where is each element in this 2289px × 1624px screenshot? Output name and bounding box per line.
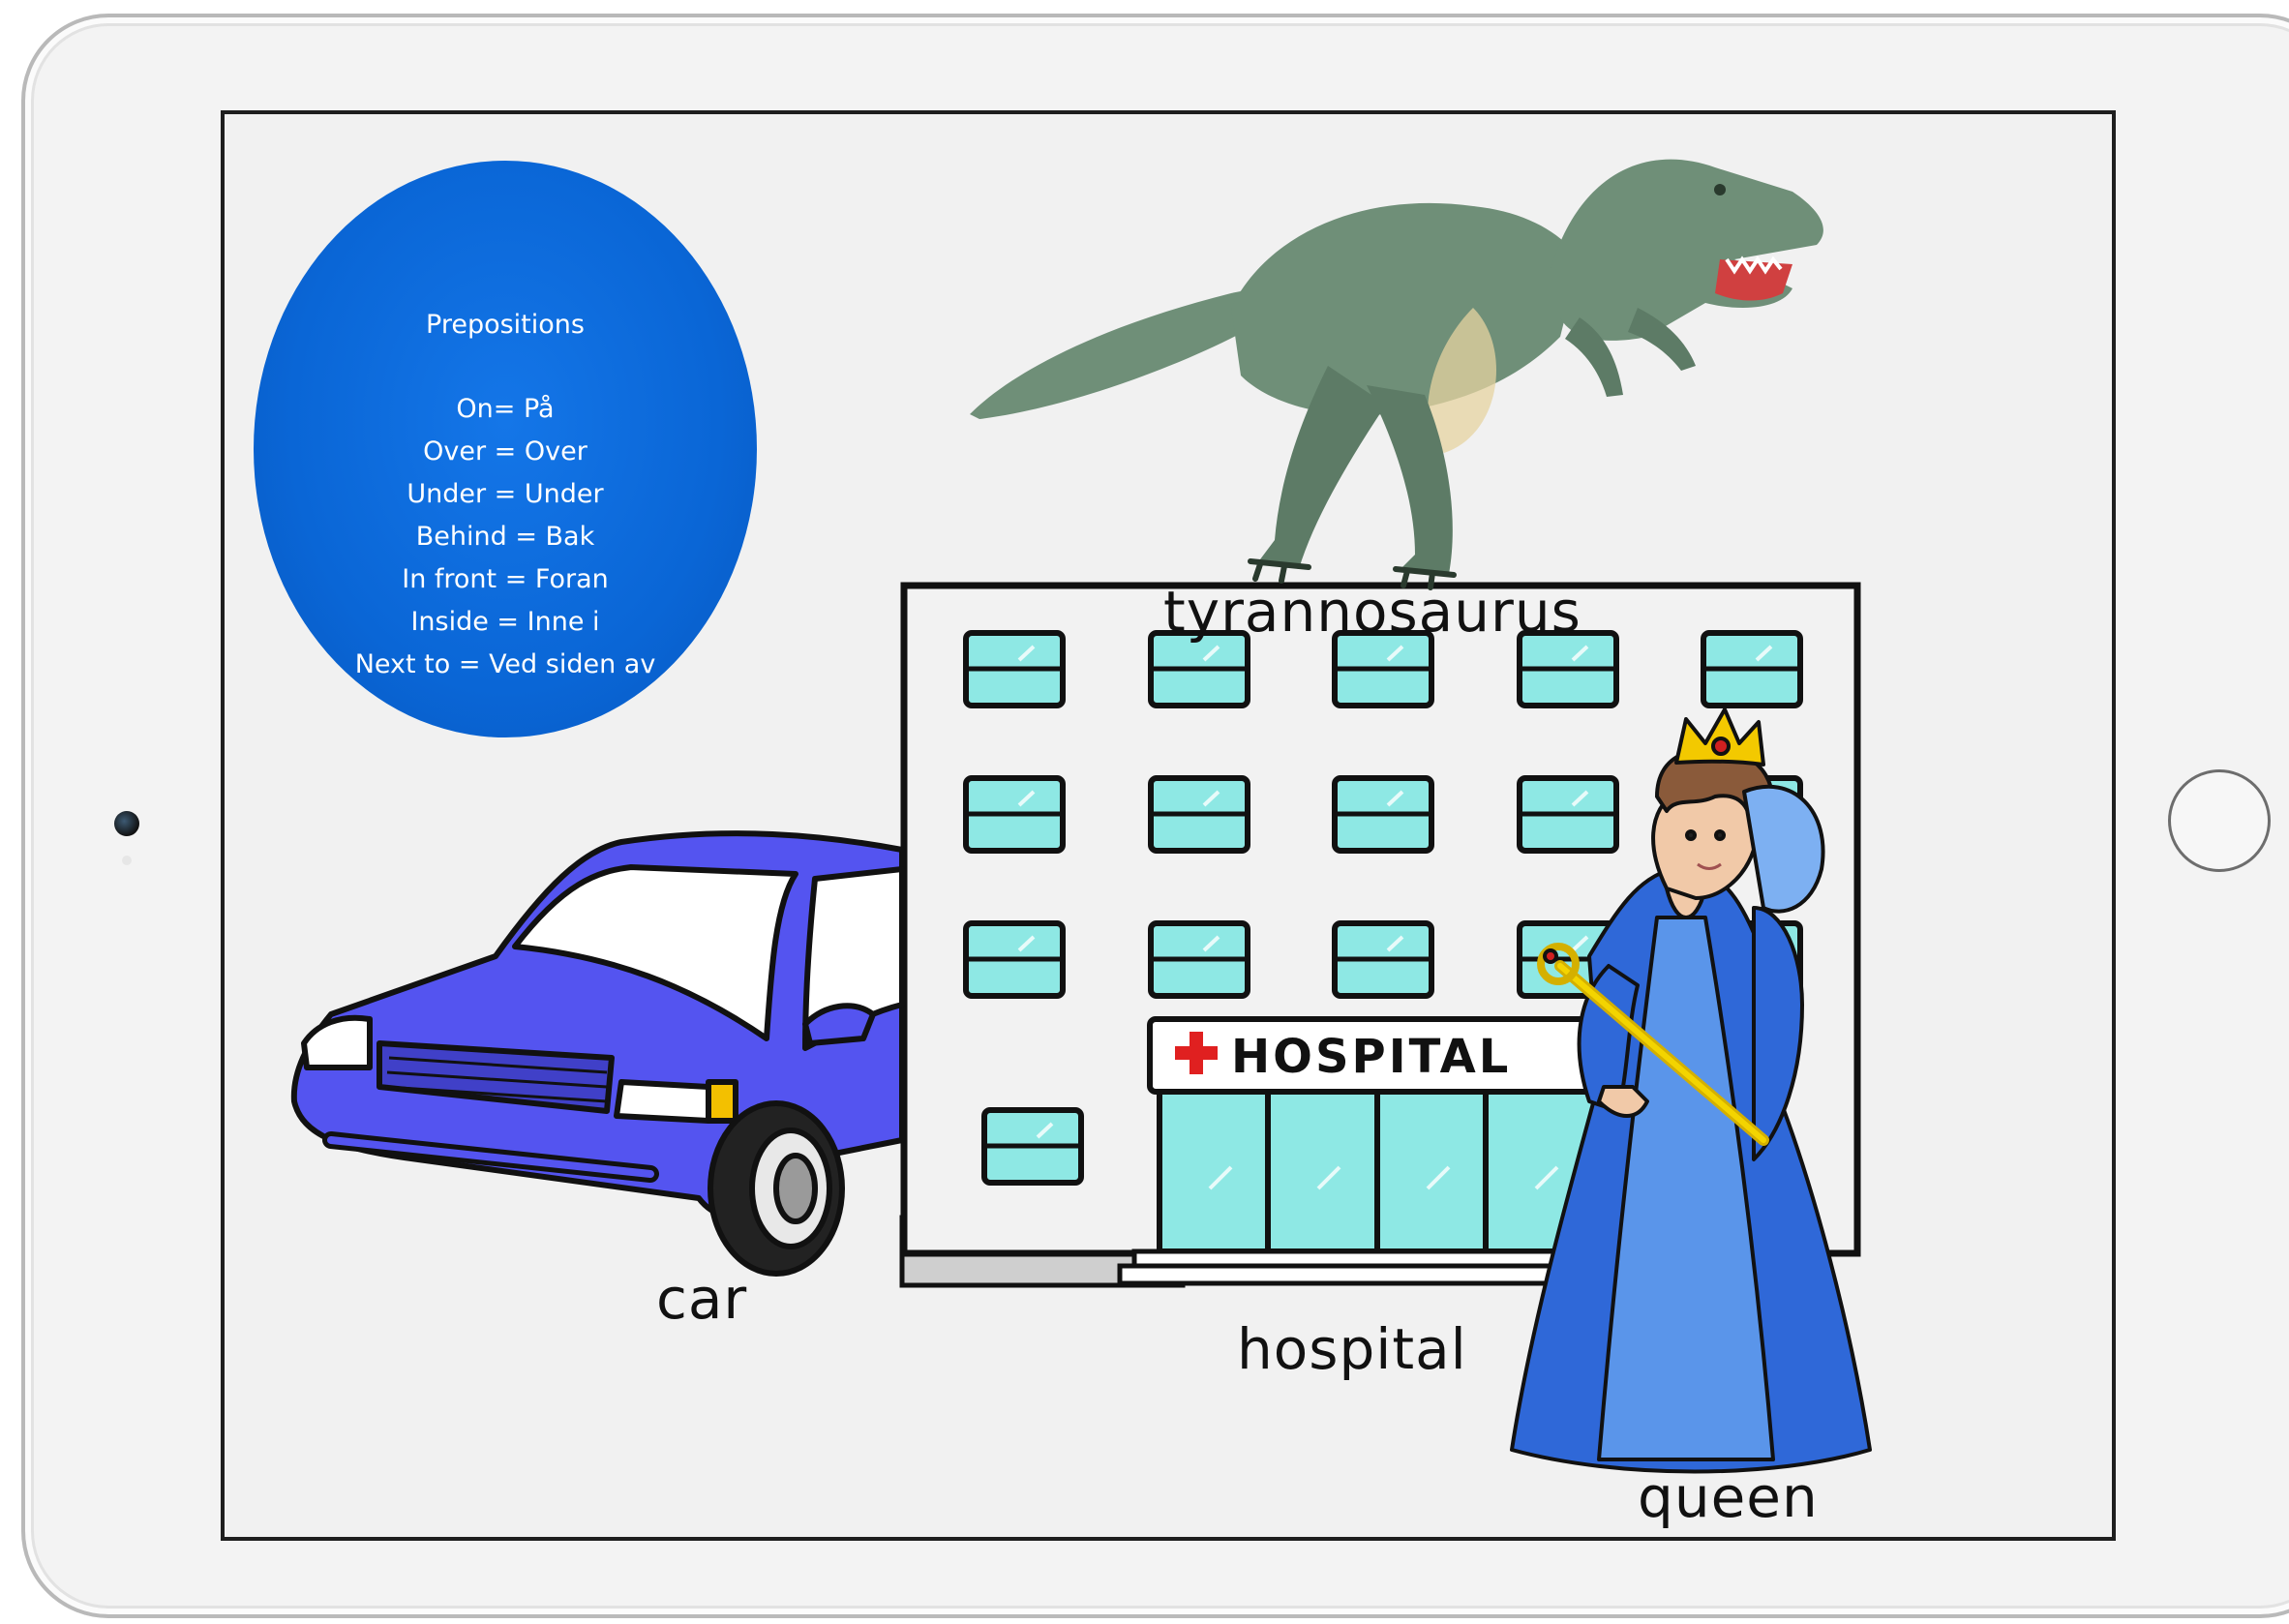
hospital-window: [966, 633, 1063, 706]
preposition-in-front: In front = Foran: [402, 564, 609, 594]
light-sensor: [122, 856, 132, 865]
hospital-window: [1335, 923, 1431, 996]
preposition-next-to: Next to = Ved siden av: [354, 649, 656, 679]
preposition-inside: Inside = Inne i: [410, 607, 600, 637]
prepositions-bubble[interactable]: [254, 161, 757, 737]
hospital-window: [1151, 923, 1248, 996]
hospital-window: [966, 923, 1063, 996]
whiteboard-canvas[interactable]: [221, 110, 2116, 1541]
tyrannosaurus-image[interactable]: [970, 160, 1823, 587]
prepositions-list: [254, 388, 757, 686]
hospital-sign-text: HOSPITAL: [1231, 1030, 1512, 1084]
hospital-window: [1335, 778, 1431, 851]
prepositions-title: Prepositions: [426, 310, 585, 340]
preposition-over: Over = Over: [423, 436, 587, 466]
hospital-window: [984, 1110, 1081, 1183]
hospital-window: [966, 778, 1063, 851]
queen-label[interactable]: queen: [1638, 1464, 1819, 1530]
preposition-behind: Behind = Bak: [415, 522, 595, 552]
front-camera-icon: [114, 811, 139, 836]
tyrannosaurus-label[interactable]: tyrannosaurus: [1163, 579, 1581, 645]
preposition-under: Under = Under: [407, 479, 604, 509]
hospital-window: [1703, 633, 1800, 706]
home-button[interactable]: [2168, 769, 2271, 872]
hospital-window: [1520, 778, 1616, 851]
car-image[interactable]: [294, 833, 902, 1274]
car-label[interactable]: car: [656, 1266, 748, 1332]
hospital-window: [1151, 778, 1248, 851]
hospital-label[interactable]: hospital: [1237, 1316, 1467, 1382]
preposition-on: On= På: [456, 394, 555, 424]
